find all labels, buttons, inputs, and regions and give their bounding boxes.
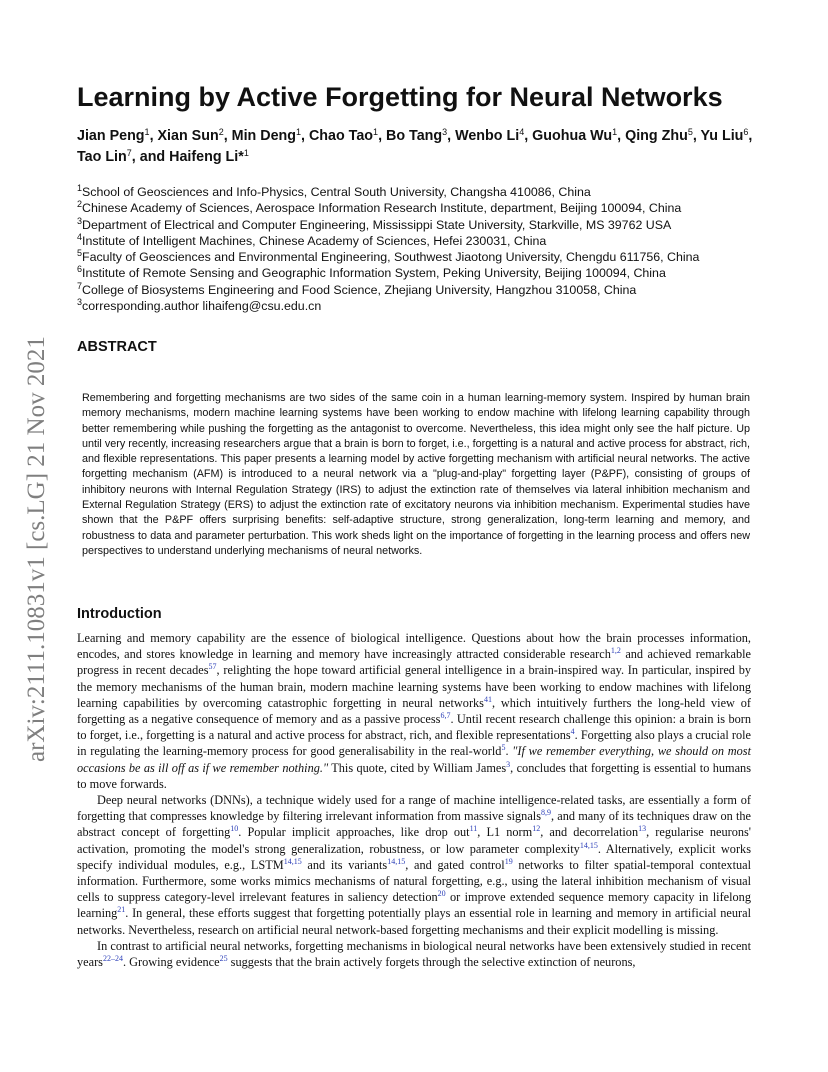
author-name: Haifeng Li* (169, 149, 244, 165)
citation-ref: 25 (219, 954, 228, 964)
text-run: . (505, 744, 513, 759)
text-run: , regularise neurons' activation, promoting the model's strong generalization, robustness, or low parameter complexity (77, 825, 751, 856)
citation-ref: 3 (506, 759, 511, 769)
text-run: . Popular implicit approaches, like drop out (238, 825, 470, 840)
author-separator: , (692, 128, 701, 144)
citation-ref: 19 (504, 856, 513, 866)
citation-ref: 57 (208, 662, 217, 672)
citation-ref: 21 (117, 905, 126, 915)
text-run: , relighting the hope toward artificial general intelligence in a brain-inspired way. In particular, inspired by the memory mechanisms of the human brain, modern machine learning systems have been working to endow machines with lifelong learning capabilities by overcoming catastrophic forgetting in neural networks (77, 663, 752, 710)
text-run: and its variants (301, 857, 388, 872)
text-run: , which intuitively furthers the long-held view of forgetting as a negative consequence of memory and as a passive process (77, 695, 751, 727)
text-run: suggests that the brain actively forgets through the selective extinction of neurons, (227, 955, 636, 970)
affiliation-line (77, 184, 767, 200)
affiliation-list (77, 184, 767, 314)
text-run: Learning and memory capability are the essence of biological intelligence. Questions about how the brain processes information, encodes, and stores knowledge in learning and memory have increasingly attracted considerable research (77, 631, 751, 662)
affiliation-text: Faculty of Geosciences and Environmental Engineering, Southwest Jiaotong University, Chengdu 611756, China (82, 250, 700, 265)
author-affiliation-mark: 1 (612, 127, 618, 137)
affiliation-mark: 3 (77, 297, 83, 308)
author-separator: , (378, 128, 387, 144)
author-affiliation-mark: 1 (144, 127, 150, 137)
affiliation-line (77, 282, 767, 298)
affiliation-mark: 1 (77, 183, 83, 193)
text-run: Deep neural networks (DNNs), a technique widely used for a range of machine intelligence-related tasks, are essentially a form of forgetting that compresses knowledge by filtering irrelevant information from massive signals (77, 793, 751, 824)
citation-ref: 10 (230, 824, 239, 834)
author-name: Wenbo Li (455, 128, 520, 144)
citation-ref: 1,2 (610, 646, 621, 656)
author-affiliation-mark: 6 (743, 127, 749, 137)
text-run: In contrast to artificial neural networks, forgetting mechanisms in biological neural networks have been extensively studied in recent years (77, 938, 751, 970)
citation-ref: 6,7 (440, 711, 451, 721)
citation-ref: 4 (570, 727, 575, 737)
author-separator: , and (131, 149, 170, 165)
author-separator: , (748, 128, 753, 144)
author-list (77, 126, 757, 168)
affiliation-line (77, 265, 767, 281)
introduction-paragraph (77, 938, 751, 970)
affiliation-mark: 7 (77, 280, 83, 291)
author-name: Jian Peng (77, 128, 145, 144)
arxiv-identifier: arXiv:2111.10831v1 [cs.LG] 21 Nov 2021 (23, 336, 50, 762)
author-affiliation-mark: 5 (687, 127, 693, 137)
abstract-body: Remembering and forgetting mechanisms are two sides of the same coin in a human learning-memory system. Inspired by human brain memory mechanisms, modern machine learning systems have been working to endow machine with lifelong learning capability through better remembering while pushing the forgetting as the antagonist to overcome. Nevertheless, this idea might only see the half picture. Up until very recently, increasing researchers argue that a brain is born to forget, i.e., forgetting is a natural and active process for abstract, rich, and flexible representations. This paper presents a learning model by active forgetting mechanism with artificial neural networks. The active forgetting mechanism (AFM) is introduced to a neural network via a "plug-and-play" forgetting layer (P&PF), consisting of groups of inhibitory neurons with Internal Regulation Strategy (IRS) to adjust the extinction rate of themselves via lateral inhibition mechanism and External Regulation Strategy (ERS) to adjust the extinction rate of excitatory neurons via inhibition mechanism. Experimental studies have shown that the P&PF offers surprising benefits: self-adaptive structure, strong generalization, long-term learning and memory, and robustness to data and parameter perturbation. This work sheds light on the importance of forgetting in the learning process and offers new perspectives to understand underlying mechanisms of neural networks. (82, 392, 750, 557)
affiliation-mark: 3 (77, 215, 83, 226)
text-run: . Growing evidence (122, 955, 220, 970)
citation-ref: 41 (483, 694, 492, 704)
paper-title: Learning by Active Forgetting for Neural Networks (77, 82, 723, 112)
citation-ref: 14,15 (283, 856, 302, 866)
affiliation-text: College of Biosystems Engineering and Food Science, Zhejiang University, Hangzhou 310058, China (82, 282, 637, 297)
author-name: Min Deng (231, 128, 296, 144)
text-run: . Alternatively, explicit works specify individual modules, e.g., LSTM (77, 841, 751, 872)
affiliation-line (77, 233, 767, 249)
citation-ref: 11 (469, 824, 478, 834)
text-run: and achieved remarkable progress in recent decades (77, 647, 751, 678)
introduction-heading: Introduction (77, 606, 162, 622)
text-run: , L1 norm (477, 825, 533, 840)
text-run: This quote, cited by William James (328, 760, 507, 775)
citation-ref: 20 (437, 889, 446, 899)
introduction-body (77, 630, 751, 970)
citation-ref: 14,15 (579, 840, 598, 850)
affiliation-mark: 4 (77, 231, 83, 242)
author-name: Guohua Wu (532, 128, 613, 144)
author-affiliation-mark: 4 (519, 127, 525, 137)
author-separator: , (447, 128, 456, 144)
text-run: . In general, these efforts suggest that forgetting potentially plays an essential role in learning and memory in artificial neural networks. Nevertheless, research on artificial neural network-based forgetting mechanisms and their explicit modelling is missing. (77, 906, 751, 937)
affiliation-text: Institute of Intelligent Machines, Chinese Academy of Sciences, Hefei 230031, China (82, 233, 547, 248)
affiliation-line (77, 298, 767, 314)
affiliation-mark: 6 (77, 264, 83, 275)
author-separator: , (301, 128, 309, 144)
text-run: , concludes that forgetting is essential to humans to move forwards. (77, 760, 751, 791)
text-run: networks to filter spatial-temporal contextual information. Furthermore, some works mimics mechanisms of natural forgetting, e.g., using the lateral inhibition mechanism of visual cells to suppress category-level irrelevant features in saliency detection (77, 857, 752, 905)
citation-ref: 13 (638, 824, 647, 834)
affiliation-line (77, 200, 767, 216)
affiliation-mark: 5 (77, 248, 83, 259)
citation-ref: 12 (532, 824, 541, 834)
text-run: . Forgetting also plays a crucial role in regulating the learning-memory process for good generalisability in the real-world (77, 728, 752, 759)
affiliation-mark: 2 (77, 199, 83, 210)
quote: "If we remember everything, we should on most occasions be as ill off as if we remember nothing." (77, 744, 751, 775)
author-affiliation-mark: 1 (373, 127, 379, 137)
affiliation-line (77, 217, 767, 233)
text-run: , and decorrelation (540, 825, 639, 840)
affiliation-text: School of Geosciences and Info-Physics, Central South University, Changsha 410086, China (82, 185, 591, 199)
author-separator: , (149, 128, 158, 144)
introduction-paragraph (77, 792, 751, 938)
author-affiliation-mark: 2 (218, 127, 224, 137)
abstract-heading: ABSTRACT (77, 339, 157, 355)
text-run: or improve extended sequence memory capacity in lifelong learning (77, 890, 751, 921)
affiliation-text: Chinese Academy of Sciences, Aerospace Information Research Institute, department, Beijing 100094, China (82, 201, 682, 216)
author-separator: , (617, 128, 626, 144)
text-run: , and many of its techniques draw on the abstract concept of forgetting (77, 809, 751, 840)
author-name: Bo Tang (386, 128, 443, 144)
citation-ref: 14,15 (387, 856, 406, 866)
author-affiliation-mark: 1 (243, 148, 249, 158)
citation-ref: 8,9 (540, 808, 551, 818)
author-separator: , (223, 128, 232, 144)
text-run: , and gated control (405, 857, 505, 872)
citation-ref: 5 (501, 743, 506, 753)
author-separator: , (524, 128, 533, 144)
author-affiliation-mark: 1 (296, 127, 302, 137)
author-name: Yu Liu (700, 128, 744, 144)
author-name: Xian Sun (157, 128, 219, 144)
introduction-paragraph (77, 630, 751, 792)
citation-ref: 22–24 (102, 954, 123, 964)
author-affiliation-mark: 7 (126, 148, 132, 158)
affiliation-line (77, 249, 767, 265)
author-name: Qing Zhu (625, 128, 688, 144)
affiliation-text: corresponding.author lihaifeng@csu.edu.cn (82, 299, 322, 314)
text-run: . Until recent research challenge this opinion: a brain is born to forget, i.e., forgetting is a natural and active process for abstract, rich, and flexible representations (77, 712, 751, 743)
author-name: Tao Lin (77, 149, 127, 165)
author-name: Chao Tao (308, 128, 374, 144)
affiliation-text: Department of Electrical and Computer Engineering, Mississippi State University, Starkville, MS 39762 USA (82, 217, 672, 232)
author-affiliation-mark: 3 (442, 127, 448, 137)
affiliation-text: Institute of Remote Sensing and Geographic Information System, Peking University, Beijing 100094, China (82, 266, 666, 281)
